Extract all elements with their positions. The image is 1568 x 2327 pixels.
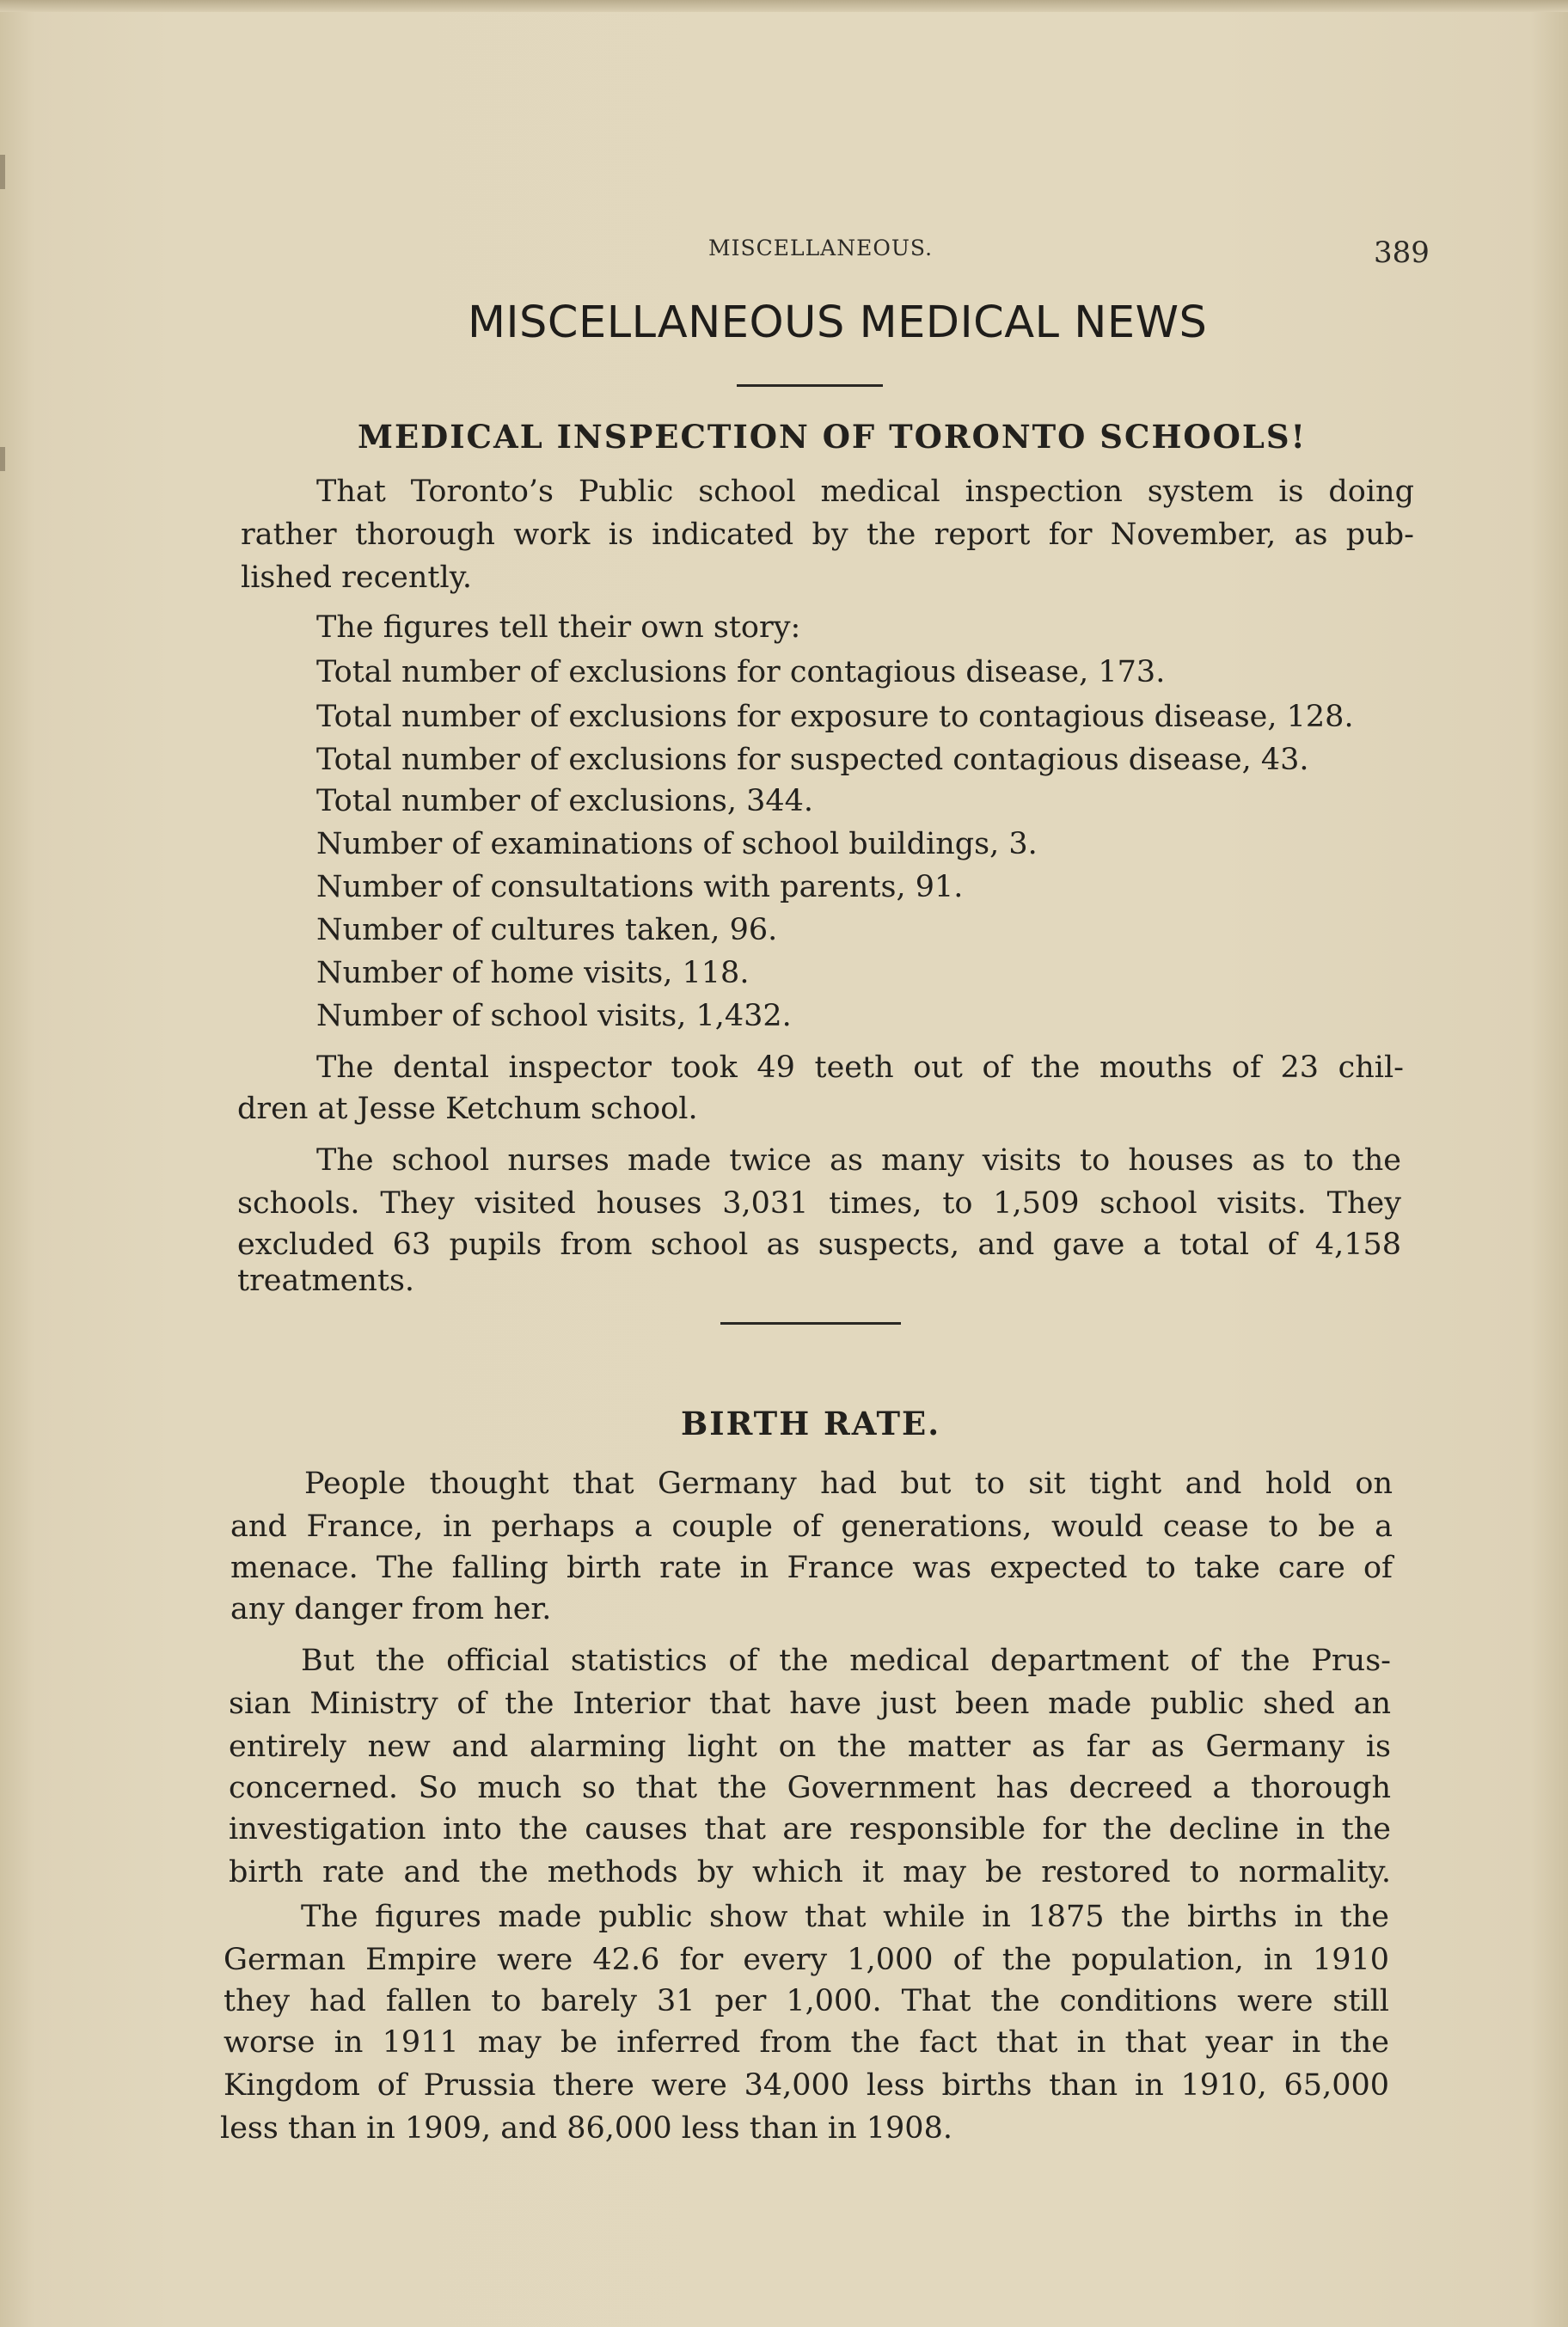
- paragraph-line: That Toronto’s Public school medical inspection system is doing: [316, 475, 1414, 509]
- section-divider: [720, 1322, 901, 1325]
- stat-line: Number of cultures taken, 96.: [316, 913, 778, 947]
- paragraph-line: The school nurses made twice as many visits to houses as to the: [316, 1143, 1401, 1178]
- paragraph-line: less than in 1909, and 86,000 less than in 1908.: [220, 2111, 952, 2146]
- paragraph-line: rather thorough work is indicated by the report for November, as pub-: [241, 517, 1414, 552]
- paragraph-line: excluded 63 pupils from school as suspects, and gave a total of 4,158: [237, 1228, 1401, 1262]
- binding-mark: [0, 447, 5, 471]
- page-top-edge: [0, 0, 1568, 12]
- paragraph-line: and France, in perhaps a couple of generations, would cease to be a: [230, 1509, 1393, 1544]
- paragraph-line: People thought that Germany had but to sit tight and hold on: [304, 1467, 1393, 1501]
- paragraph-line: lished recently.: [241, 560, 472, 595]
- stat-line: Total number of exclusions for contagious disease, 173.: [316, 655, 1166, 689]
- paragraph-line: The figures made public show that while in 1875 the births in the: [301, 1900, 1389, 1934]
- paragraph-line: But the official statistics of the medical department of the Prus-: [301, 1644, 1391, 1678]
- paragraph-line: The dental inspector took 49 teeth out of the mouths of 23 chil-: [316, 1050, 1404, 1085]
- stat-line: Total number of exclusions for exposure to contagious disease, 128.: [316, 700, 1354, 734]
- title-rule: [737, 384, 883, 387]
- paragraph-line: they had fallen to barely 31 per 1,000. That the conditions were still: [224, 1984, 1389, 2018]
- paragraph-line: worse in 1911 may be inferred from the fact that in that year in the: [224, 2025, 1389, 2060]
- paragraph-line: German Empire were 42.6 for every 1,000 of the population, in 1910: [224, 1943, 1389, 1977]
- paragraph-line: menace. The falling birth rate in France was expected to take care of: [230, 1551, 1393, 1585]
- section-heading-birth-rate: BIRTH RATE.: [681, 1405, 941, 1442]
- paragraph-line: The figures tell their own story:: [316, 610, 801, 645]
- paragraph-line: birth rate and the methods by which it may be restored to normality.: [229, 1855, 1391, 1889]
- stat-line: Total number of exclusions for suspected contagious disease, 43.: [316, 743, 1309, 777]
- article-title: MISCELLANEOUS MEDICAL NEWS: [468, 297, 1208, 348]
- stat-line: Total number of exclusions, 344.: [316, 784, 814, 818]
- paragraph-line: schools. They visited houses 3,031 times, to 1,509 school visits. They: [237, 1186, 1401, 1221]
- paragraph-line: investigation into the causes that are responsible for the decline in the: [229, 1812, 1391, 1846]
- paragraph-line: any danger from her.: [230, 1592, 552, 1626]
- stat-line: Number of consultations with parents, 91.: [316, 870, 964, 904]
- paragraph-line: dren at Jesse Ketchum school.: [237, 1092, 698, 1126]
- running-head: MISCELLANEOUS.: [708, 236, 934, 260]
- stat-line: Number of examinations of school buildings, 3.: [316, 827, 1038, 861]
- paragraph-line: treatments.: [237, 1264, 415, 1298]
- paragraph-line: Kingdom of Prussia there were 34,000 less births than in 1910, 65,000: [224, 2068, 1389, 2103]
- paragraph-line: sian Ministry of the Interior that have just been made public shed an: [229, 1687, 1391, 1721]
- stat-line: Number of school visits, 1,432.: [316, 999, 792, 1033]
- binding-mark: [0, 155, 5, 189]
- paragraph-line: concerned. So much so that the Government has decreed a thorough: [229, 1771, 1391, 1805]
- section-heading-inspection: MEDICAL INSPECTION OF TORONTO SCHOOLS!: [358, 418, 1307, 456]
- stat-line: Number of home visits, 118.: [316, 956, 750, 990]
- page-number: 389: [1374, 236, 1430, 270]
- paragraph-line: entirely new and alarming light on the matter as far as Germany is: [229, 1730, 1391, 1764]
